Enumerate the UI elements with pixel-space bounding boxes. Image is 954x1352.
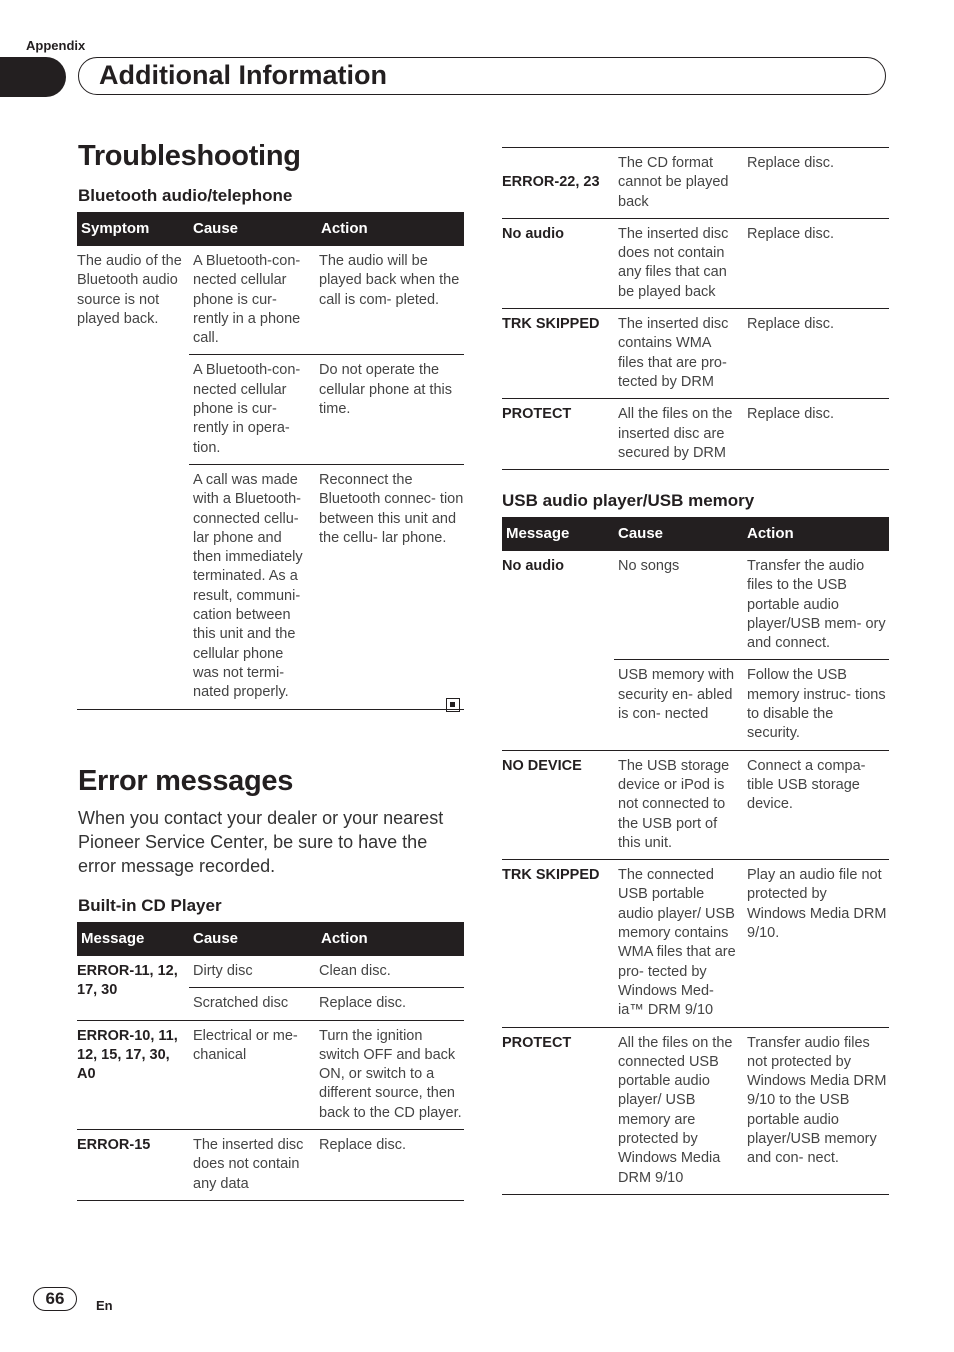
- page-number: 66: [33, 1287, 77, 1311]
- col-action: Action: [317, 922, 464, 956]
- table-row: [77, 1020, 464, 1129]
- language-code: En: [96, 1298, 113, 1313]
- action-cell: Replace disc.: [743, 399, 889, 470]
- col-cause: Cause: [614, 517, 743, 551]
- table-header-row: [77, 212, 464, 246]
- table-row: [502, 750, 889, 859]
- table-row: [502, 399, 889, 470]
- cause-cell: Electrical or me- chanical: [189, 1020, 317, 1129]
- table-row: [77, 956, 464, 988]
- col-message: Message: [77, 922, 189, 956]
- troubleshooting-heading: Troubleshooting: [78, 140, 301, 172]
- appendix-label: Appendix: [26, 38, 86, 53]
- cause-cell: Scratched disc: [189, 988, 317, 1020]
- table-row: [77, 246, 464, 355]
- action-cell: Connect a compa- tible USB storage device.: [743, 750, 889, 859]
- table-row: [502, 551, 889, 660]
- action-cell: Replace disc.: [317, 988, 464, 1020]
- action-cell: Transfer the audio files to the USB portable audio player/USB mem- ory and connect.: [743, 551, 889, 660]
- action-cell: Replace disc.: [317, 1130, 464, 1201]
- action-cell: Clean disc.: [317, 956, 464, 988]
- action-cell: Reconnect the Bluetooth connec- tion between this unit and the cellu- lar phone.: [317, 464, 464, 709]
- message-cell: TRK SKIPPED: [502, 860, 614, 1027]
- usb-error-table: [502, 517, 889, 1195]
- col-symptom: Symptom: [77, 212, 189, 246]
- cause-cell: The connected USB portable audio player/ USB memory contains WMA files that are pro- tected by Windows Med- ia™ DRM 9/10: [614, 860, 743, 1027]
- message-cell: ERROR-22, 23: [502, 148, 614, 219]
- cause-cell: A call was made with a Bluetooth- connected cellu- lar phone and then immediately terminated. As a result, communi- cation between this unit and the cellular phone was not termi- nated properly.: [189, 464, 317, 709]
- action-cell: Replace disc.: [743, 218, 889, 308]
- table-row: [502, 1027, 889, 1194]
- action-cell: Replace disc.: [743, 148, 889, 219]
- cause-cell: All the files on the inserted disc are secured by DRM: [614, 399, 743, 470]
- action-cell: Do not operate the cellular phone at this time.: [317, 355, 464, 464]
- cause-cell: The inserted disc does not contain any files that can be played back: [614, 218, 743, 308]
- col-action: Action: [743, 517, 889, 551]
- symptom-cell: The audio of the Bluetooth audio source is not played back.: [77, 246, 189, 709]
- action-cell: Turn the ignition switch OFF and back ON, or switch to a different source, then back to the CD player.: [317, 1020, 464, 1129]
- cause-cell: A Bluetooth-con- nected cellular phone is cur- rently in a phone call.: [189, 246, 317, 355]
- cause-cell: USB memory with security en- abled is con- nected: [614, 660, 743, 750]
- action-cell: Play an audio file not protected by Windows Media DRM 9/10.: [743, 860, 889, 1027]
- action-cell: Follow the USB memory instruc- tions to disable the security.: [743, 660, 889, 750]
- table-row: [502, 218, 889, 308]
- cause-cell: The CD format cannot be played back: [614, 148, 743, 219]
- table-header-row: [77, 922, 464, 956]
- col-cause: Cause: [189, 922, 317, 956]
- message-cell: No audio: [502, 218, 614, 308]
- message-cell: PROTECT: [502, 1027, 614, 1194]
- cause-cell: No songs: [614, 551, 743, 660]
- cd-player-subheading: Built-in CD Player: [78, 896, 222, 915]
- bluetooth-subheading: Bluetooth audio/telephone: [78, 186, 293, 205]
- usb-subheading: USB audio player/USB memory: [502, 491, 755, 510]
- cause-cell: The USB storage device or iPod is not connected to the USB port of this unit.: [614, 750, 743, 859]
- cause-cell: Dirty disc: [189, 956, 317, 988]
- col-action: Action: [317, 212, 464, 246]
- message-cell: ERROR-15: [77, 1130, 189, 1201]
- message-cell: PROTECT: [502, 399, 614, 470]
- error-messages-intro: When you contact your dealer or your nearest Pioneer Service Center, be sure to have the error message recorded.: [78, 808, 444, 876]
- cause-cell: All the files on the connected USB portable audio player/ USB memory are protected by Windows Media DRM 9/10: [614, 1027, 743, 1194]
- message-cell: ERROR-11, 12, 17, 30: [77, 956, 189, 1020]
- table-header-row: [502, 517, 889, 551]
- troubleshooting-table: [77, 212, 464, 710]
- col-message: Message: [502, 517, 614, 551]
- cause-cell: A Bluetooth-con- nected cellular phone is cur- rently in opera- tion.: [189, 355, 317, 464]
- cd-error-table-continued: [502, 147, 889, 470]
- section-header: [78, 57, 886, 95]
- end-of-section-icon: [446, 698, 460, 712]
- cd-error-table: [77, 922, 464, 1201]
- action-cell: Transfer audio files not protected by Windows Media DRM 9/10 to the USB portable audio player/USB memory and con- nect.: [743, 1027, 889, 1194]
- table-row: [77, 1130, 464, 1201]
- message-cell: No audio: [502, 551, 614, 750]
- section-tab-marker: [0, 57, 66, 97]
- cause-cell: The inserted disc contains WMA files that are pro- tected by DRM: [614, 309, 743, 399]
- table-row: [502, 860, 889, 1027]
- section-title: Additional Information: [99, 60, 387, 90]
- col-cause: Cause: [189, 212, 317, 246]
- action-cell: The audio will be played back when the call is com- pleted.: [317, 246, 464, 355]
- message-cell: NO DEVICE: [502, 750, 614, 859]
- cause-cell: The inserted disc does not contain any data: [189, 1130, 317, 1201]
- error-messages-heading: Error messages: [78, 765, 294, 797]
- table-row: [502, 309, 889, 399]
- message-cell: TRK SKIPPED: [502, 309, 614, 399]
- table-row: [502, 148, 889, 219]
- message-cell: ERROR-10, 11, 12, 15, 17, 30, A0: [77, 1020, 189, 1129]
- action-cell: Replace disc.: [743, 309, 889, 399]
